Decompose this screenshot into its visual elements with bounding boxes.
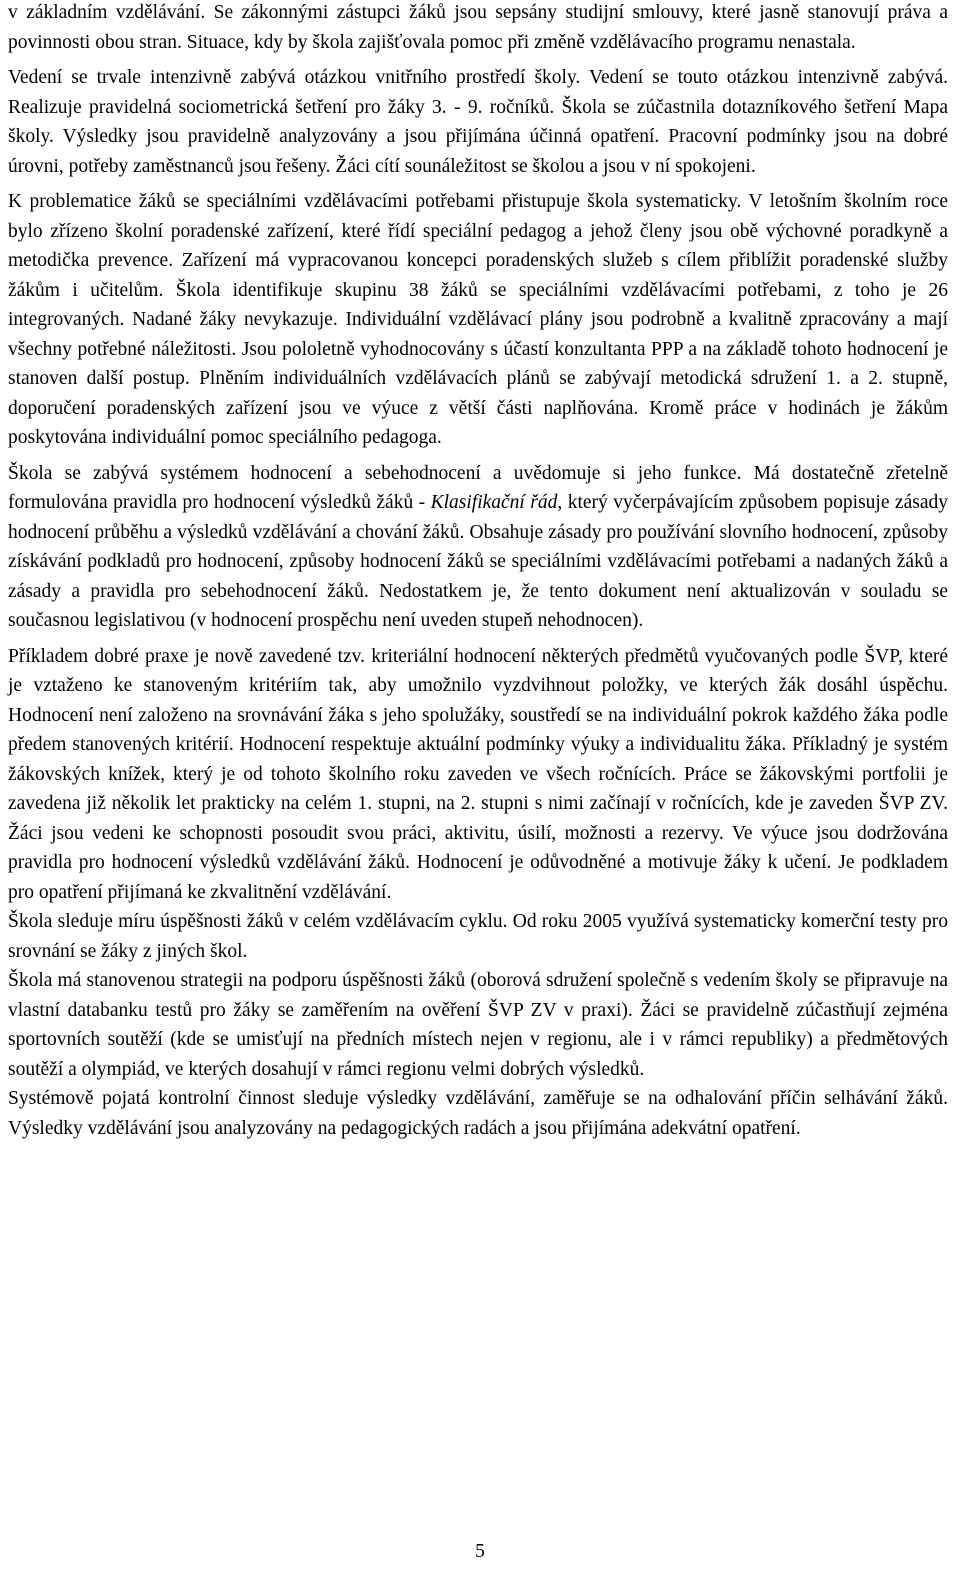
paragraph-text: Systémově pojatá kontrolní činnost sleduje výsledky vzdělávání, zaměřuje se na odhalování příčin selhávání žáků. Výsledky vzdělávání jsou analyzovány na pedagogických radách a jsou přijímána adekvátní opatření.	[8, 1088, 948, 1139]
paragraph-text: Škola sleduje míru úspěšnosti žáků v celém vzdělávacím cyklu. Od roku 2005 využívá systematicky komerční testy pro srovnání se žáky z jiných škol.	[8, 911, 948, 962]
paragraph-text: Škola se zabývá systémem hodnocení a sebehodnocení a uvědomuje si jeho funkce. Má dostatečně zřetelně formulována pravidla pro hodnocení výsledků žáků -	[8, 462, 948, 513]
paragraph-text: Škola má stanovenou strategii na podporu úspěšnosti žáků (oborová sdružení společně s vedením školy se připravuje na vlastní databanku testů pro žáky se zaměřením na ověření ŠVP ZV v praxi). Žáci se pravidelně zúčastňují zejména sportovních soutěží (kde se umisťují na předních místech nejen v regionu, ale i v rámci republiky) a předmětových soutěží a olympiád, ve kterých dosahují v rámci regionu velmi dobrých výsledků.	[8, 970, 948, 1080]
italic-document-title: Klasifikační řád,	[430, 492, 563, 513]
paragraph-intro	[8, 0, 948, 57]
paragraph-good-practice	[8, 642, 948, 908]
paragraph-special-needs	[8, 187, 948, 453]
paragraph-success-tracking	[8, 907, 948, 966]
paragraph-text: Příkladem dobré praxe je nově zavedené tzv. kriteriální hodnocení některých předmětů vyučovaných podle ŠVP, které je vztaženo ke stanoveným kritériím tak, aby umožnilo vyzdvihnout položky, ve kterých žák dosáhl úspěchu. Hodnocení není založeno na srovnávání žáka s jeho spolužáky, soustředí se na individuální pokrok každého žáka podle předem stanovených kritérií. Hodnocení respektuje aktuální podmínky výuky a individualitu žáka. Příkladný je systém žákovských knížek, který je od tohoto školního roku zaveden ve všech ročnících. Práce se žákovskými portfolii je zavedena již několik let prakticky na celém 1. stupni, na 2. stupni s nimi začínají v ročnících, kde je zaveden ŠVP ZV. Žáci jsou vedeni ke schopnosti posoudit svou práci, aktivitu, úsilí, možnosti a rezervy. Ve výuce jsou dodržována pravidla pro hodnocení výsledků vzdělávání žáků. Hodnocení je odůvodněné a motivuje žáky k učení. Je podkladem pro opatření přijímaná ke zkvalitnění vzdělávání.	[8, 645, 948, 903]
paragraph-control	[8, 1084, 948, 1143]
paragraph-text: který vyčerpávajícím způsobem popisuje zásady hodnocení průběhu a výsledků vzdělávání a chování žáků. Obsahuje zásady pro používání slovního hodnocení, způsoby získávání podkladů pro hodnocení, způsoby hodnocení žáků se speciálními vzdělávacími potřebami a nadaných žáků a zásady a pravidla pro sebehodnocení žáků. Nedostatkem je, že tento dokument není aktualizován v souladu se současnou legislativou (v hodnocení prospěchu není uveden stupeň nehodnocen).	[8, 492, 948, 631]
paragraph-text: v základním vzdělávání. Se zákonnými zástupci žáků jsou sepsány studijní smlouvy, které jasně stanovují práva a povinnosti obou stran. Situace, kdy by škola zajišťovala pomoc při změně vzdělávacího programu nenastala.	[8, 2, 948, 53]
paragraph-management	[8, 63, 948, 181]
paragraph-text: Vedení se trvale intenzivně zabývá otázkou vnitřního prostředí školy. Vedení se touto otázkou intenzivně zabývá. Realizuje pravidelná sociometrická šetření pro žáky 3. - 9. ročníků. Škola se zúčastnila dotazníkového šetření Mapa školy. Výsledky jsou pravidelně analyzovány a jsou přijímána účinná opatření. Pracovní podmínky jsou na dobré úrovni, potřeby zaměstnanců jsou řešeny. Žáci cítí sounáležitost se školou a jsou v ní spokojeni.	[8, 67, 948, 177]
paragraph-assessment	[8, 459, 948, 636]
paragraph-text: K problematice žáků se speciálními vzdělávacími potřebami přistupuje škola systematicky. V letošním školním roce bylo zřízeno školní poradenské zařízení, které řídí speciální pedagog a jehož členy jsou obě výchovné poradkyně a metodička prevence. Zařízení má vypracovanou koncepci poradenských služeb s cílem přiblížit poradenské služby žákům i učitelům. Škola identifikuje skupinu 38 žáků se speciálními vzdělávacími potřebami, z toho je 26 integrovaných. Nadané žáky nevykazuje. Individuální vzdělávací plány jsou podrobně a kvalitně zpracovány a mají všechny potřebné náležitosti. Jsou pololetně vyhodnocovány s účastí konzultanta PPP a na základě tohoto hodnocení je stanoven další postup. Plněním individuálních vzdělávacích plánů se zabývají metodická sdružení 1. a 2. stupně, doporučení poradenských zařízení jsou ve výuce z větší části naplňována. Kromě práce v hodinách je žákům poskytována individuální pomoc speciálního pedagoga.	[8, 191, 948, 448]
paragraph-strategy	[8, 966, 948, 1084]
document-page	[8, 0, 948, 1143]
page-number: 5	[475, 1541, 485, 1562]
